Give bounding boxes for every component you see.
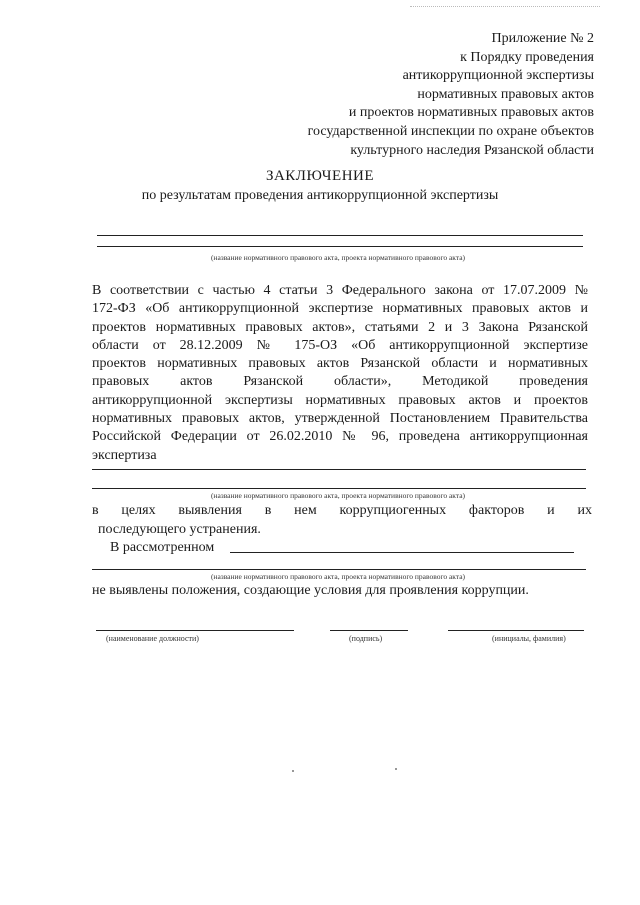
body-line: 172-ФЗ «Об антикоррупционной экспертизе нормативных правовых актов и	[92, 301, 588, 317]
act-name-caption-3: (название нормативного правового акта, проекта нормативного правового акта)	[210, 572, 466, 581]
scan-speck	[395, 768, 397, 770]
appendix-line: антикоррупционной экспертизы	[402, 68, 594, 84]
document-title: ЗАКЛЮЧЕНИЕ	[265, 168, 375, 184]
scan-speck	[292, 770, 294, 772]
scan-artifact-top	[410, 6, 600, 7]
body-line: В соответствии с частью 4 статьи 3 Федерального закона от 17.07.2009 №	[92, 283, 588, 298]
position-line	[96, 630, 294, 631]
reviewed-label: В рассмотренном	[110, 540, 215, 555]
appendix-line: нормативных правовых актов	[417, 86, 594, 102]
act-name-caption-1: (название нормативного правового акта, проекта нормативного правового акта)	[210, 253, 466, 262]
appendix-line: к Порядку проведения	[460, 49, 594, 65]
goal-line: последующего устранения.	[98, 522, 261, 537]
body-line: Российской Федерации от 26.02.2010 № 96, проведена антикоррупционная	[92, 429, 588, 445]
signature-line	[330, 630, 408, 631]
body-line: правовых актов Рязанской области», Методикой проведения	[92, 374, 588, 390]
document-subtitle: по результатам проведения антикоррупционной экспертизы	[141, 188, 499, 203]
act-name-line-3	[92, 469, 586, 470]
goal-line: в целях выявления в нем коррупциогенных факторов и их	[92, 503, 592, 518]
appendix-line: государственной инспекции по охране объектов	[307, 123, 594, 139]
body-line: нормативных правовых актов, утвержденной Постановлением Правительства	[92, 411, 588, 427]
act-name-line-2	[97, 246, 583, 247]
reviewed-fill-line	[230, 552, 574, 553]
body-paragraph	[92, 282, 588, 465]
appendix-line: и проектов нормативных правовых актов	[348, 105, 594, 121]
body-line: антикоррупционной экспертизы нормативных правовых актов и проектов	[92, 392, 588, 408]
position-caption: (наименование должности)	[106, 634, 199, 643]
act-name-line-4	[92, 488, 586, 489]
appendix-line: культурного наследия Рязанской области	[350, 142, 594, 158]
act-name-line-5	[92, 569, 586, 570]
body-line: области от 28.12.2009 № 175-ОЗ «Об антикоррупционной экспертизе	[92, 337, 588, 353]
name-caption: (инициалы, фамилия)	[492, 634, 566, 643]
body-line: проектов нормативных правовых актов Рязанской области и нормативных	[92, 356, 588, 372]
appendix-line: Приложение № 2	[491, 31, 594, 46]
appendix-header	[308, 30, 594, 160]
name-line	[448, 630, 584, 631]
act-name-line-1	[97, 235, 583, 236]
conclusion-text: не выявлены положения, создающие условия для проявления коррупции.	[92, 583, 529, 598]
goal-paragraph	[92, 501, 592, 539]
act-name-caption-2: (название нормативного правового акта, проекта нормативного правового акта)	[210, 491, 466, 500]
signature-caption: (подпись)	[349, 634, 383, 643]
body-line: экспертиза	[92, 447, 157, 463]
body-line: проектов нормативных правовых актов», статьями 2 и 3 Закона Рязанской	[92, 319, 588, 335]
